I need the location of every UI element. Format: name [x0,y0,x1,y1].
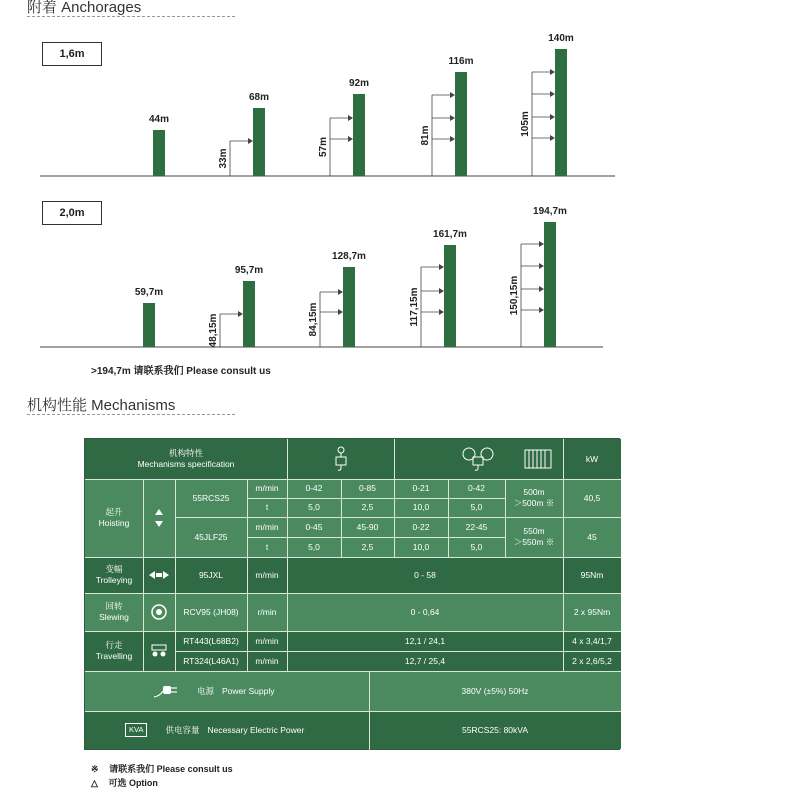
hook-single-icon [287,439,394,479]
anchor-arrow [248,138,253,144]
value-text: 0-45 [305,521,323,532]
spec-header-en: Mechanisms specification [137,459,235,469]
anchor-height-label: 150,15m [509,275,520,316]
value-text: 0-85 [358,483,376,494]
anchor-height-label: 57m [318,136,329,158]
tower-mast [343,267,355,347]
tower-height-label: 140m [548,33,574,44]
grid-line [85,631,621,632]
tower-height-label: 161,7m [433,229,467,240]
value-cell [448,537,505,557]
left-right-arrows-icon-svg [148,570,170,580]
electric-power-value [369,711,621,749]
tower-height-label: 194,7m [533,206,567,217]
anchor-arrow [450,115,455,121]
value-cell [287,537,341,557]
note-text: 可选 Option [108,778,158,788]
anchor-height-label: 33m [218,148,229,169]
value-text: 12,7 / 25,4 [404,655,446,666]
value-cell [394,517,448,537]
value-text: 380V (±5%) 50Hz [461,685,529,696]
row-label: 2,0m [59,207,85,219]
tower-height-label: 95,7m [234,265,264,276]
travel-model-text: RT324(L46A1) [183,655,239,666]
unit-cell [247,557,287,593]
unit-cell [247,593,287,631]
trolley-model-text: 95JXL [198,569,224,580]
value-text: 5,0 [308,502,320,513]
left-right-arrows-icon [143,557,175,593]
title-underline [27,414,235,415]
tower-height-label: 44m [148,114,170,125]
tower-height-label: 116m [448,56,474,67]
unit-cell [247,498,287,517]
kw-cell [563,479,621,517]
kw-header [563,439,621,479]
up-down-arrows-icon-svg [154,508,164,528]
rope-length-cell [505,479,563,517]
value-cell [341,537,394,557]
hoisting-label-cn: 起升 [105,507,123,518]
power-supply-label [85,671,369,711]
kva-icon: KVA [125,723,147,736]
mechanisms-table [84,438,620,750]
anchor-arrow [550,91,555,97]
note-option [91,776,158,789]
slewing-label-cn: 回转 [105,601,123,612]
travel-model-text: RT443(L68B2) [183,635,239,646]
power-supply-cn: 电源 [197,685,215,696]
grid-line [143,479,144,671]
electric-power-en: Necessary Electric Power [207,724,305,735]
trolleying-label-cn: 变幅 [105,564,123,575]
value-text: 5,0 [470,541,483,552]
kw-value: 40,5 [583,492,601,503]
note-consult [91,762,233,775]
kw-value: 2 x 95Nm [573,606,611,617]
grid-line [247,479,248,671]
grid-line [85,557,621,558]
grid-line [85,479,621,480]
hoist-model-1 [175,479,247,517]
slewing-model-text: RCV95 (JH08) [183,606,239,617]
value-cell [287,479,341,498]
kw-cell [563,557,621,593]
hoisting-label-en: Hoisting [98,518,130,528]
trolleying-label [85,557,143,593]
value-cell [394,498,448,517]
unit-text: m/min [255,655,279,666]
travelling-label-en: Travelling [95,651,133,661]
kw-value: 95Nm [580,569,604,580]
travelling-icon [143,631,175,671]
note-text: 请联系我们 Please consult us [109,764,233,774]
anchor-arrow [450,92,455,98]
tower-mast [353,94,365,176]
anchor-arrow [539,263,544,269]
anchor-arrow [439,264,444,270]
rope-drum-icon-svg [523,448,553,470]
rope-length-option: ＞500m ※ [513,498,555,508]
anchor-height-label: 48,15m [208,313,219,348]
rope-length-cell [505,517,563,557]
grid-line [247,498,505,499]
unit-cell [247,651,287,671]
hoist-model-1-name: 55RCS25 [192,492,230,503]
tower-mast [253,108,265,176]
travelling-label [85,631,143,671]
tower-mast [544,222,556,347]
anchor-arrow [550,69,555,75]
slewing-value [287,593,563,631]
value-cell [394,479,448,498]
power-supply-en: Power Supply [222,685,275,696]
tower-mast [143,303,155,347]
consult-text: >194,7m 请联系我们 Please consult us [91,366,271,377]
anchor-arrow [550,135,555,141]
travel-model [175,651,247,671]
grid-line [85,671,621,672]
mechanisms-title [27,394,175,415]
value-cell [341,517,394,537]
anchor-arrow [539,286,544,292]
power-supply-value [369,671,621,711]
rope-length-option: ＞550m ※ [513,537,555,547]
plug-icon [153,682,179,700]
tower-mast [444,245,456,347]
unit-text: t [265,541,269,552]
value-text: 5,0 [308,541,320,552]
tower-mast [455,72,467,176]
electric-power-label [85,711,369,749]
unit-text: m/min [255,521,279,532]
slewing-icon [143,593,175,631]
anchor-height-label: 117,15m [409,287,420,327]
value-text: 5,0 [470,502,483,513]
value-text: 2,5 [361,541,374,552]
unit-text: r/min [257,606,277,617]
value-cell [448,517,505,537]
anchor-height-label: 81m [420,125,431,146]
value-text: 10,0 [412,541,430,552]
grid-line [85,593,621,594]
consult-note [91,362,271,377]
value-cell [287,498,341,517]
slewing-label-en: Slewing [99,612,129,622]
rope-length: 500m [523,487,545,498]
hoist-model-2 [175,517,247,557]
value-text: 0 - 0,64 [410,606,440,617]
anchor-arrow [450,136,455,142]
hoist-model-2-name: 45JLF25 [194,531,228,542]
unit-text: m/min [255,635,279,646]
kw-cell [563,517,621,557]
travelling-label-cn: 行走 [105,640,123,651]
anchor-arrow [338,289,343,295]
unit-text: m/min [255,569,279,580]
travelling-icon-svg [150,643,168,659]
travel-value [287,631,563,651]
tower-mast [555,49,567,176]
anchor-arrow [550,114,555,120]
grid-line [448,479,449,557]
travel-model [175,631,247,651]
value-text: 22-45 [465,521,488,532]
anchor-arrow [539,241,544,247]
anchorages-title-text: 附着 Anchorages [27,0,142,16]
note-symbol: △ [91,778,98,788]
value-text: 0-21 [412,483,430,494]
rope-length: 550m [523,526,545,537]
tower-mast [243,281,255,347]
trolleying-label-en: Trolleying [95,575,133,585]
grid-line [394,439,395,557]
spec-header-cn: 机构特性 [168,448,203,459]
hoisting-label [85,479,143,557]
spec-header [85,439,287,479]
rope-drum-icon [513,439,563,479]
kw-value: 45 [587,531,597,542]
hook-double-icon-svg [460,446,496,472]
up-down-arrows-icon [143,479,175,557]
anchor-arrow [439,309,444,315]
anchor-height-label: 105m [520,111,531,137]
unit-cell [247,479,287,498]
note-symbol: ※ [91,764,99,774]
unit-cell [247,517,287,537]
value-text: 0 - 58 [414,569,436,580]
kw-cell [563,631,621,651]
row-label: 1,6m [59,48,85,60]
slewing-model [175,593,247,631]
anchor-arrow [348,115,353,121]
value-cell [448,498,505,517]
value-text: 2,5 [361,502,374,513]
grid-line [563,439,564,671]
value-cell [287,517,341,537]
tower-height-label: 59,7m [134,287,164,298]
tower-height-label: 128,7m [332,251,366,262]
grid-line [175,479,176,671]
unit-text: m/min [255,483,279,494]
grid-line [287,439,288,671]
slewing-icon-svg [150,603,168,621]
grid-line [175,651,621,652]
trolley-model [175,557,247,593]
travel-value [287,651,563,671]
grid-line [369,671,370,751]
anchor-arrow [338,309,343,315]
value-text: 55RCS25: 80kVA [462,724,528,735]
value-text: 12,1 / 24,1 [404,635,446,646]
value-cell [341,479,394,498]
anchor-arrow [348,136,353,142]
tower-height-label: 92m [348,78,370,89]
value-text: 10,0 [412,502,430,513]
anchor-arrow [539,307,544,313]
grid-line [175,517,621,518]
anchor-arrow [439,288,444,294]
unit-cell [247,537,287,557]
grid-line [341,479,342,557]
hook-single-icon-svg [330,446,352,472]
grid-line [505,479,506,557]
value-cell [448,479,505,498]
kw-cell [563,651,621,671]
value-text: 0-22 [412,521,430,532]
tower-height-label: 68m [248,92,270,103]
kw-header-text: kW [585,453,599,464]
value-cell [341,498,394,517]
unit-cell [247,631,287,651]
value-text: 45-90 [356,521,379,532]
slewing-label [85,593,143,631]
electric-power-cn: 供电容量 [165,724,200,735]
anchor-height-label: 84,15m [308,302,319,337]
kw-value: 4 x 3,4/1,7 [572,635,612,646]
value-text: 0-42 [467,483,485,494]
trolley-value [287,557,563,593]
mechanisms-title-text: 机构性能 Mechanisms [27,397,176,414]
value-text: 0-42 [305,483,323,494]
anchor-arrow [238,311,243,317]
grid-line [247,537,505,538]
grid-line [85,711,621,712]
kw-value: 2 x 2,6/5,2 [572,655,612,666]
kw-cell [563,593,621,631]
anchorage-diagram [0,0,800,360]
tower-mast [153,130,165,176]
value-cell [394,537,448,557]
unit-text: t [265,502,269,513]
